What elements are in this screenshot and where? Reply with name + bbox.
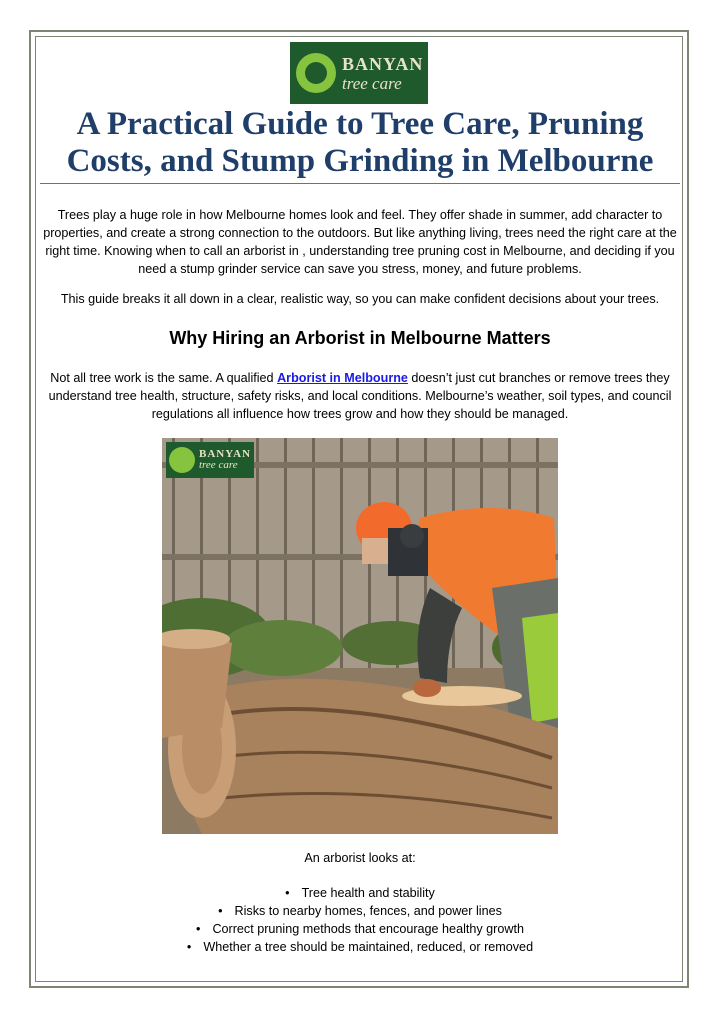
arborist-checklist (0, 884, 720, 956)
section-paragraph-rest: doesn’t just cut branches or remove trees they understand tree health, structure, safety risks, and local conditions. Melbourne’s weather, soil types, and council regulations all influence how trees grow and how they should be managed. (48, 371, 672, 421)
page-title: A Practical Guide to Tree Care, Pruning Costs, and Stump Grinding in Melbourne (66, 106, 654, 179)
arborist-cutting-log-photo (162, 438, 558, 834)
list-item (0, 884, 720, 902)
section-paragraph (42, 369, 678, 423)
list-item-text: Whether a tree should be maintained, reduced, or removed (203, 940, 534, 954)
logo-word-tree-care: tree care (342, 73, 402, 93)
section-paragraph-lead: Not all tree work is the same. A qualified (50, 371, 278, 385)
section-heading: Why Hiring an Arborist in Melbourne Matters (169, 328, 551, 348)
bullet-icon: • (218, 904, 223, 918)
intro-summary-paragraph: This guide breaks it all down in a clear, realistic way, so you can make confident decisions about your trees. (60, 292, 660, 306)
list-item-text: Risks to nearby homes, fences, and power lines (234, 904, 502, 918)
bullet-icon: • (196, 922, 201, 936)
intro-paragraph: Trees play a huge role in how Melbourne homes look and feel. They offer shade in summer, add character to properties, and create a strong connection to the outdoors. But like anything living, trees need the right care at the right time. Knowing when to call an arborist in , understanding tree pruning cost in Melbourne, and deciding if you need a stump grinder service can save you stress, money, and future problems. (43, 208, 677, 276)
logo-word-banyan: BANYAN (342, 53, 424, 74)
photo-logo-word-tree-care: tree care (199, 459, 238, 471)
bullet-icon: • (285, 886, 290, 900)
photo-logo-mark-icon (169, 447, 195, 473)
title-underline (40, 183, 680, 184)
photo-logo-word-banyan: BANYAN (199, 448, 252, 460)
list-item-text: Tree health and stability (301, 886, 435, 900)
list-item (0, 938, 720, 956)
list-caption: An arborist looks at: (304, 851, 416, 865)
arborist-melbourne-link[interactable]: Arborist in Melbourne (277, 371, 408, 385)
banyan-logo (290, 42, 428, 104)
bullet-icon: • (186, 940, 192, 954)
photo-watermark-logo (166, 442, 254, 478)
list-item (0, 902, 720, 920)
tree-climber-icon (296, 53, 336, 93)
list-item-text: Correct pruning methods that encourage healthy growth (212, 922, 524, 936)
list-item (0, 920, 720, 938)
